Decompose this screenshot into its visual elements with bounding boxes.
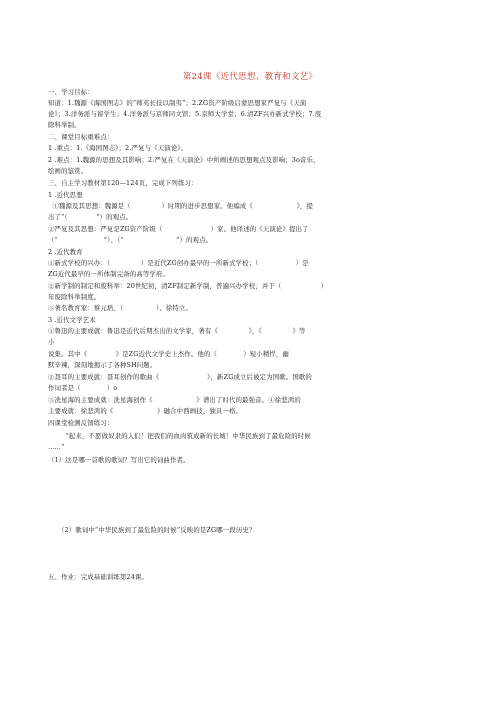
subheading-modern-education: 2 .近代教育 [48, 248, 83, 256]
exercise-school-system-line-1: ②新学制的制定和废科举：20世纪初，清ZF制定新学制，普遍兴办学校，并于（ ） [48, 282, 328, 290]
difficult-points-line-2: 绘画的鉴赏。 [48, 167, 88, 175]
goals-line-3: 除科举制。 [48, 121, 81, 129]
goals-line-1: 知道：1.魏源《海国图志》的“师夷长技以制夷”；2.ZG资产阶级启蒙思想家严复与《天演 [48, 99, 307, 107]
section-learning-goals-heading: 一、学习目标： [48, 88, 94, 96]
subheading-modern-thought: 1 .近代思想 [48, 191, 83, 199]
question-2: （2）歌词中“中华民族到了最危险的时候”反映的是ZG哪一段历史？ [58, 526, 256, 534]
exercise-yanfu-line-2: （“ ”）、（“ ”）的观点。 [48, 236, 213, 244]
exercise-weiyuan-line-1: ①魏源及其思想：魏源是（ ）时期的进步思想家。他编成《 》，提 [48, 202, 314, 210]
difficult-points-line-1: 2 .难点：1.魏源的思想及其影响；2.严复在《天演论》中所阐述的思想观点及影响；3o音乐、 [48, 156, 320, 164]
section-self-study-heading: 三、自主学习教材第120—124页，完成下列练习： [48, 179, 198, 187]
exercise-weiyuan-line-2: 出了“（ ”）的观点。 [48, 213, 133, 221]
exercise-luxun-line-1: ①鲁迅的主要成就：鲁迅是近代后期杰出的文学家，著有《 》，《 》等 [48, 327, 306, 335]
question-1: （1）这是哪一首歌的歌词？写出它的词曲作者。 [48, 456, 190, 464]
exercise-luxun-line-2: 小 [48, 338, 55, 346]
section-classroom-check-heading: 四课堂检测反馈练习： [48, 419, 114, 427]
exercise-nie-er-line-2: 作词者是（ ）o [48, 384, 118, 392]
exercise-xian-xinghai-line-1: ③冼星海的主要成就：冼星海创作《 》谱出了时代的最强音。④徐悲鸿的 [48, 396, 301, 404]
goals-line-2: 论》；3.洋务派与留学生；4.洋务派与京师同文馆；5.京师大学堂；6.清ZF兴办新式学校；7.废 [48, 110, 322, 118]
exercise-educators-line: ③著名教育家：蔡元培、（ ）、徐特立。 [48, 304, 193, 312]
key-points-line: 1 .重点：1.《海国图志》；2.严复与《天演论》。 [48, 144, 188, 152]
exercise-new-schools-line-1: ①新式学校的兴办：（ ）是近代ZG创办最早的一所新式学校；（ ）是 [48, 259, 309, 267]
exercise-luxun-line-4: 默辛辣，深刻地揭示了各种SH问题。 [48, 361, 157, 369]
section-homework: 五、作业：完成基础训练第24课。 [48, 573, 148, 581]
exercise-school-system-line-2: 年废除科举制度。 [48, 293, 101, 301]
lyrics-quote-line-1: “起来，不愿做奴隶的人们！把我们的血肉筑成新的长城！中华民族到了最危险的时候 [48, 432, 311, 440]
subheading-literature-art: 3 .近代文学艺术 [48, 316, 96, 324]
page-title: 第24课《近代思想、教育和文艺》 [182, 72, 318, 82]
exercise-xu-beihong-line: 主要成就：徐悲鸿的《 》融合中西画技，独具一格。 [48, 407, 243, 415]
exercise-yanfu-line-1: ②严复及其思想：严复是ZG资产阶级（ ）家。他译述的《天演论》提出了 [48, 225, 309, 233]
exercise-luxun-line-3: 说集。其中《 》是ZG近代文学史上杰作。他的（ ）短小精悍，幽 [48, 350, 289, 358]
exercise-new-schools-line-2: ZG近代最早的一所体制完备的高等学府。 [48, 270, 170, 278]
lyrics-quote-line-2: ……” [48, 443, 65, 451]
exercise-nie-er-line-1: ②聂耳的主要成就：聂耳创作的歌曲《 》，新ZG成立后被定为国歌。国歌的 [48, 373, 312, 381]
section-key-points-heading: 二、课堂目标重难点： [48, 133, 114, 141]
